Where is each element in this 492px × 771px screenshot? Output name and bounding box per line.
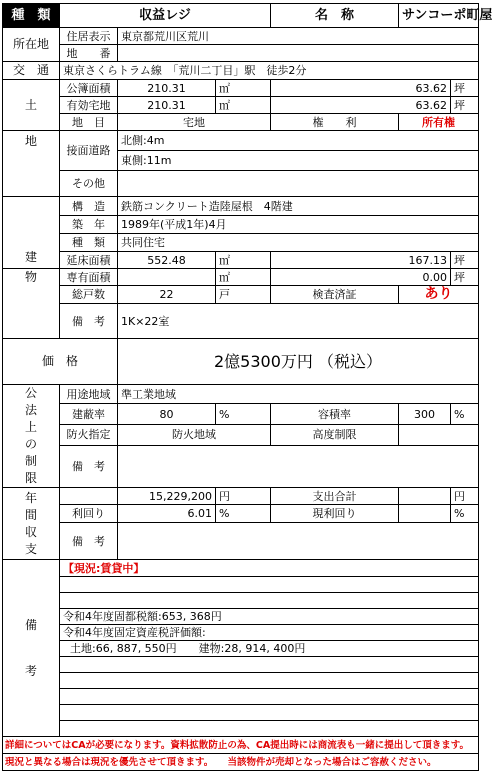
income-remarks-value xyxy=(118,523,479,560)
public-area-tsubo: 63.62 xyxy=(271,80,451,97)
building-remarks-value: 1K×22室 xyxy=(118,304,479,339)
category-label: 地 目 xyxy=(60,114,118,131)
building-row-private-area xyxy=(3,269,479,286)
public-area-unit: ㎡ xyxy=(216,80,271,97)
footer-row-2 xyxy=(3,754,479,771)
yield-label: 利回り xyxy=(60,505,118,523)
income-label-char: 年 xyxy=(24,490,37,505)
land-row-category xyxy=(3,114,479,131)
legal-label-char: 法 xyxy=(24,403,37,417)
legal-row-fire xyxy=(3,425,479,446)
road-north: 北側:4m xyxy=(118,131,479,151)
notes-label xyxy=(3,560,60,737)
income-row-total xyxy=(3,488,479,505)
notes-row-blank xyxy=(3,593,479,609)
footer-note-2: 現況と異なる場合は現況を優先させて頂きます。 当該物件が売却となった場合はご容赦ください。 xyxy=(3,754,479,771)
income-row-yield xyxy=(3,505,479,523)
notes-row-status xyxy=(3,560,479,577)
floor-area-tsubo-unit: 坪 xyxy=(451,252,479,269)
units-unit: 戸 xyxy=(216,286,271,304)
notes-blank-line xyxy=(60,721,479,737)
legal-row-remarks xyxy=(3,445,479,487)
effective-area-label: 有効宅地 xyxy=(60,97,118,114)
land-row-public-area xyxy=(3,80,479,97)
property-sheet xyxy=(2,3,492,768)
location-label: 所在地 xyxy=(3,28,60,62)
floor-area-value: 552.48 xyxy=(118,252,216,269)
notes-row-blank xyxy=(3,657,479,673)
notes-row-blank xyxy=(3,705,479,721)
lot-value xyxy=(118,45,479,62)
notes-blank-line xyxy=(60,689,479,705)
public-area-label: 公簿面積 xyxy=(60,80,118,97)
expense-label: 支出合計 xyxy=(271,488,399,505)
price-label: 価 格 xyxy=(3,339,118,385)
legal-label-char: 上 xyxy=(24,420,37,434)
type-value: 収益レジ xyxy=(60,4,271,28)
building-label-top: 建 xyxy=(3,197,60,269)
coverage-unit: % xyxy=(216,404,271,425)
type-label: 種 類 xyxy=(3,4,60,28)
transport-label: 交 通 xyxy=(3,62,60,80)
price-row xyxy=(3,339,479,385)
address-value: 東京都荒川区荒川 xyxy=(118,28,479,45)
legal-label-char: 公 xyxy=(24,386,37,400)
building-row-units xyxy=(3,286,479,304)
lot-label: 地 番 xyxy=(60,45,118,62)
private-area-label: 専有面積 xyxy=(60,269,118,286)
rights-value: 所有権 xyxy=(399,114,479,131)
kind-label: 種 類 xyxy=(60,234,118,252)
building-remarks-label: 備 考 xyxy=(60,304,118,339)
units-label: 総戸数 xyxy=(60,286,118,304)
other-value xyxy=(118,171,479,197)
structure-label: 構 造 xyxy=(60,197,118,216)
land-label-top: 土 xyxy=(3,80,60,131)
income-remarks-label: 備 考 xyxy=(60,523,118,560)
building-row-built xyxy=(3,216,479,234)
notes-blank-line xyxy=(60,705,479,721)
height-value xyxy=(399,425,479,446)
road-east: 東側:11m xyxy=(118,151,479,171)
notes-blank-line xyxy=(60,673,479,689)
yield-unit: % xyxy=(216,505,271,523)
property-table xyxy=(2,3,492,771)
private-area-unit: ㎡ xyxy=(216,269,271,286)
notes-tax: 令和4年度固都税額:653, 368円 xyxy=(60,609,479,625)
rights-label: 権 利 xyxy=(271,114,399,131)
kind-value: 共同住宅 xyxy=(118,234,479,252)
income-label-char: 間 xyxy=(24,507,37,522)
other-label: その他 xyxy=(60,171,118,197)
effective-area-unit: ㎡ xyxy=(216,97,271,114)
notes-row-blank xyxy=(3,721,479,737)
units-value: 22 xyxy=(118,286,216,304)
transport-row xyxy=(3,62,479,80)
coverage-value: 80 xyxy=(118,404,216,425)
building-row-remarks xyxy=(3,304,479,339)
land-row-effective-area xyxy=(3,97,479,114)
header-row xyxy=(3,4,479,28)
current-yield-value xyxy=(399,505,451,523)
notes-assessment-detail: 土地:66, 887, 550円 建物:28, 914, 400円 xyxy=(60,641,479,657)
notes-status: 【現況:賃貸中】 xyxy=(60,560,479,577)
income-unit: 円 xyxy=(216,488,271,505)
expense-value xyxy=(399,488,451,505)
effective-area-tsubo-unit: 坪 xyxy=(451,97,479,114)
current-yield-unit: % xyxy=(451,505,479,523)
notes-row-blank xyxy=(3,673,479,689)
income-label xyxy=(3,488,60,560)
notes-row-tax xyxy=(3,609,479,625)
far-value: 300 xyxy=(399,404,451,425)
private-area-value xyxy=(118,269,216,286)
legal-label-char: の xyxy=(24,437,37,451)
land-row-road-north xyxy=(3,131,479,151)
land-label-bottom: 地 xyxy=(3,131,60,197)
income-value: 15,229,200 xyxy=(118,488,216,505)
building-row-floor-area xyxy=(3,252,479,269)
yield-value: 6.01 xyxy=(118,505,216,523)
notes-blank-line xyxy=(60,577,479,593)
transport-value: 東京さくらトラム線 「荒川二丁目」駅 徒歩2分 xyxy=(60,62,479,80)
effective-area-value: 210.31 xyxy=(118,97,216,114)
public-area-value: 210.31 xyxy=(118,80,216,97)
name-label: 名 称 xyxy=(271,4,399,28)
structure-value: 鉄筋コンクリート造陸屋根 4階建 xyxy=(118,197,479,216)
far-unit: % xyxy=(451,404,479,425)
floor-area-label: 延床面積 xyxy=(60,252,118,269)
floor-area-unit: ㎡ xyxy=(216,252,271,269)
notes-row-assessment-detail xyxy=(3,641,479,657)
notes-row-blank xyxy=(3,689,479,705)
public-area-tsubo-unit: 坪 xyxy=(451,80,479,97)
legal-row-ratios xyxy=(3,404,479,425)
built-value: 1989年(平成1年)4月 xyxy=(118,216,479,234)
location-row-1 xyxy=(3,28,479,45)
legal-remarks-value xyxy=(118,445,479,487)
category-value: 宅地 xyxy=(118,114,271,131)
income-label-char: 収 xyxy=(24,524,37,539)
building-row-structure xyxy=(3,197,479,216)
effective-area-tsubo: 63.62 xyxy=(271,97,451,114)
land-row-other xyxy=(3,171,479,197)
private-area-tsubo-unit: 坪 xyxy=(451,269,479,286)
price-value: 2億5300万円 （税込） xyxy=(118,339,479,385)
income-label-char: 支 xyxy=(24,541,37,556)
inspection-label: 検査済証 xyxy=(271,286,399,304)
far-label: 容積率 xyxy=(271,404,399,425)
building-label-bottom: 物 xyxy=(3,269,60,339)
address-label: 住居表示 xyxy=(60,28,118,45)
notes-label-top: 備 xyxy=(24,618,37,632)
name-value: サンコーポ町屋 xyxy=(399,4,479,28)
zoning-label: 用途地域 xyxy=(60,385,118,404)
notes-row-assessment xyxy=(3,625,479,641)
private-area-tsubo: 0.00 xyxy=(271,269,451,286)
legal-label-char: 限 xyxy=(24,471,37,485)
fire-value: 防火地域 xyxy=(118,425,271,446)
location-row-2 xyxy=(3,45,479,62)
road-label: 接面道路 xyxy=(60,131,118,171)
income-row-remarks xyxy=(3,523,479,560)
legal-remarks-label: 備 考 xyxy=(60,445,118,487)
footer-row-1 xyxy=(3,737,479,754)
notes-label-bottom: 考 xyxy=(24,664,37,678)
notes-assessment: 令和4年度固定資産税評価額: xyxy=(60,625,479,641)
current-yield-label: 現利回り xyxy=(271,505,399,523)
expense-unit: 円 xyxy=(451,488,479,505)
building-row-kind xyxy=(3,234,479,252)
coverage-label: 建蔽率 xyxy=(60,404,118,425)
height-label: 高度制限 xyxy=(271,425,399,446)
notes-row-blank xyxy=(3,577,479,593)
notes-blank-line xyxy=(60,657,479,673)
legal-label xyxy=(3,385,60,488)
income-empty-label xyxy=(60,488,118,505)
notes-blank-line xyxy=(60,593,479,609)
footer-note-1: 詳細についてはCAが必要になります。資料拡散防止の為、CA提出時には商流表も一緒に提出して頂きます。 xyxy=(3,737,479,754)
inspection-value: あり xyxy=(399,286,479,304)
legal-label-char: 制 xyxy=(24,454,37,468)
floor-area-tsubo: 167.13 xyxy=(271,252,451,269)
built-label: 築 年 xyxy=(60,216,118,234)
zoning-value: 準工業地域 xyxy=(118,385,479,404)
fire-label: 防火指定 xyxy=(60,425,118,446)
legal-row-zoning xyxy=(3,385,479,404)
